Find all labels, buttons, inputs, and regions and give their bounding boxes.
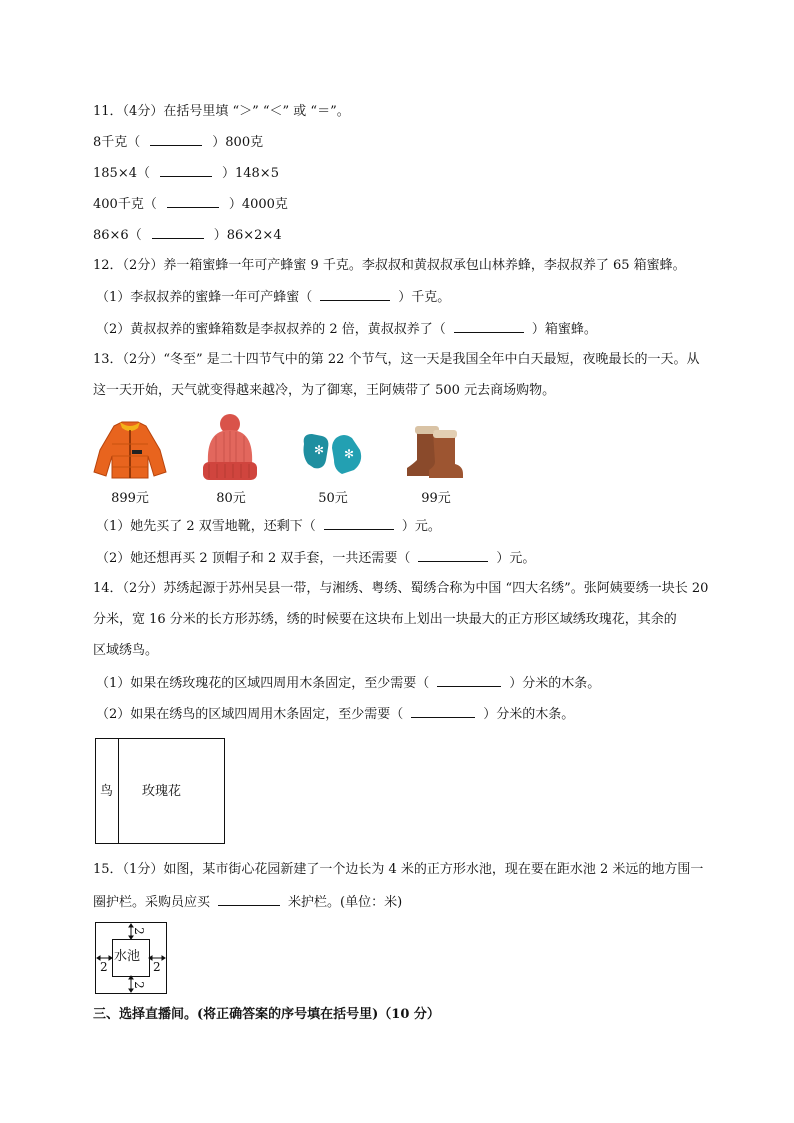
answer-blank[interactable]: [411, 705, 475, 718]
answer-blank[interactable]: [150, 133, 202, 146]
q13-sub1: （1）她先买了 2 双雪地靴，还剩下（ ）元。: [96, 519, 441, 534]
q12-sub2: （2）黄叔叔养的蜜蜂箱数是李叔叔养的 2 倍，黄叔叔养了（ ）箱蜜蜂。: [96, 322, 597, 337]
embroidery-diagram: [95, 738, 225, 844]
answer-blank[interactable]: [418, 549, 488, 562]
dim-top: 2: [131, 927, 146, 935]
q13-stem-line2: 这一天开始，天气就变得越来越冷，为了御寒，王阿姨带了 500 元去商场购物。: [93, 383, 556, 398]
q12-stem: 12．（2分）养一箱蜜蜂一年可产蜂蜜 9 千克。李叔叔和黄叔叔承包山林养蜂，李叔叔养了 65 箱蜜蜂。: [93, 258, 686, 273]
answer-blank[interactable]: [437, 674, 501, 687]
price-boots: 99元: [421, 491, 451, 506]
boots-image: [403, 424, 467, 480]
jacket-image: [92, 420, 168, 482]
q15-stem-line1: 15．（1分）如图，某市街心花园新建了一个边长为 4 米的正方形水池，现在要在距水池 2 米远的地方围一: [93, 862, 704, 877]
price-hat: 80元: [216, 491, 246, 506]
q11-item-2: 185×4（ ）148×5: [93, 166, 279, 181]
q14-stem-line2: 分米，宽 16 分米的长方形苏绣，绣的时候要在这块布上划出一块最大的正方形区域绣玫瑰花，其余的: [93, 612, 677, 627]
section-3-heading: 三、选择直播间。(将正确答案的序号填在括号里)（10 分）: [93, 1007, 440, 1022]
dim-right: 2: [153, 960, 161, 974]
answer-blank[interactable]: [324, 517, 394, 530]
answer-blank[interactable]: [218, 893, 280, 906]
q13-stem-line1: 13．（2分）“冬至” 是二十四节气中的第 22 个节气，这一天是我国全年中白天最短，夜晚最长的一天。从: [93, 352, 700, 367]
q11-stem: 11．（4分）在括号里填 “＞” “＜” 或 “＝”。: [93, 104, 350, 119]
hat-image: [200, 412, 260, 484]
svg-text:✻: ✻: [344, 447, 355, 461]
q11-item-4: 86×6（ ）86×2×4: [93, 228, 282, 243]
q11-item-3: 400千克（ ）4000克: [93, 197, 288, 212]
answer-blank[interactable]: [152, 226, 204, 239]
rose-label: 玫瑰花: [142, 784, 182, 799]
q13-sub2: （2）她还想再买 2 顶帽子和 2 双手套，一共还需要（ ）元。: [96, 551, 536, 566]
q14-sub1: （1）如果在绣玫瑰花的区域四周用木条固定，至少需要（ ）分米的木条。: [96, 676, 601, 691]
q14-stem-line3: 区域绣鸟。: [93, 643, 159, 658]
price-gloves: 50元: [318, 491, 348, 506]
svg-text:✻: ✻: [314, 443, 325, 457]
dim-left: 2: [100, 960, 108, 974]
pool-diagram: [95, 922, 167, 994]
answer-blank[interactable]: [160, 164, 212, 177]
pool-label: 水池: [114, 949, 141, 964]
q14-stem-line1: 14．（2分）苏绣起源于苏州吴县一带，与湘绣、粤绣、蜀绣合称为中国 “四大名绣”。张阿姨要绣一块长 20: [93, 581, 709, 596]
q15-stem-line2: 圈护栏。采购员应买 米护栏。(单位：米): [93, 895, 403, 910]
q12-sub1: （1）李叔叔养的蜜蜂一年可产蜂蜜（ ）千克。: [96, 290, 451, 305]
answer-blank[interactable]: [454, 320, 524, 333]
price-jacket: 899元: [111, 491, 149, 506]
q14-sub2: （2）如果在绣鸟的区域四周用木条固定，至少需要（ ）分米的木条。: [96, 707, 575, 722]
answer-blank[interactable]: [167, 195, 219, 208]
gloves-image: [300, 430, 364, 478]
bird-label: 鸟: [100, 784, 114, 799]
dim-bottom: 2: [131, 981, 146, 989]
answer-blank[interactable]: [320, 288, 390, 301]
q11-item-1: 8千克（ ）800克: [93, 135, 264, 150]
